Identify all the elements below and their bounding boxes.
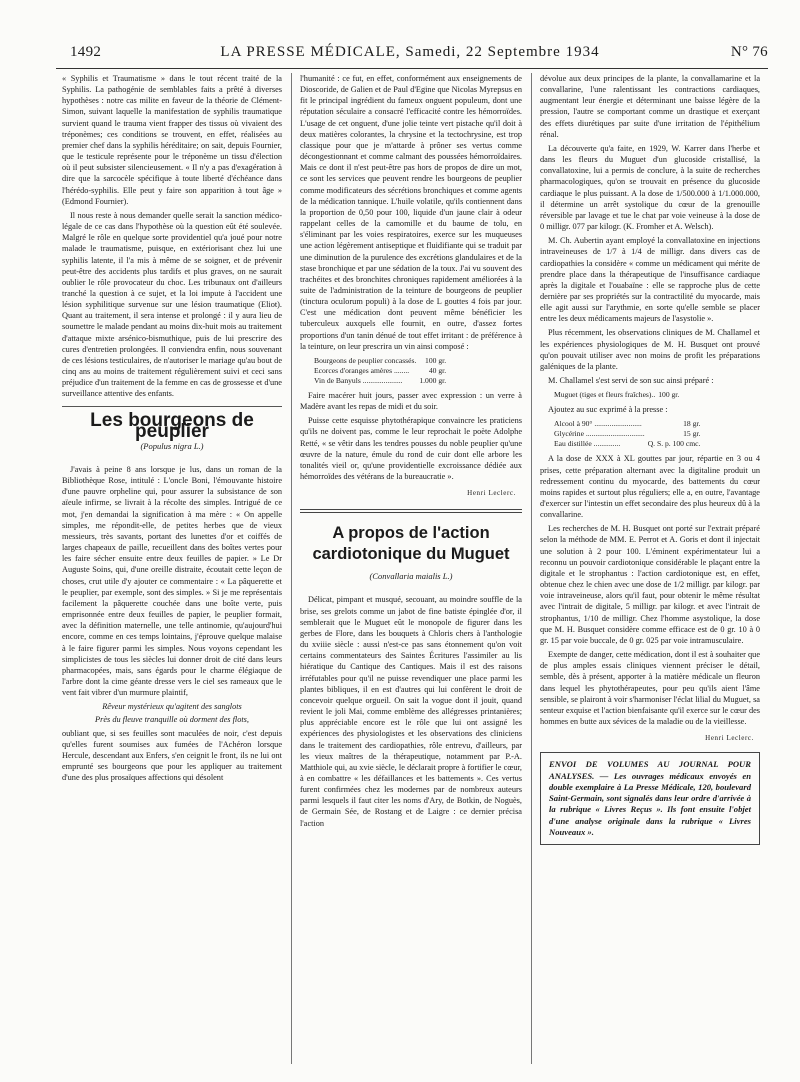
- recipe-qty: 40 gr.: [428, 365, 447, 375]
- recipe-item: Vin de Banyuls .....................: [314, 375, 403, 385]
- recipe-item: Glycérine ...............................: [554, 429, 645, 439]
- column-1: [62, 73, 282, 786]
- paragraph: oubliant que, si ses feuilles sont maculées de noir, c'est depuis qu'elles furent soumises aux fumées de l'Achéron lorsque Hercule, descendant aux Enfers, s'en ceignit le front, ils ne lui ont emprunté ses bourgeons que pour les appliquer au traitement d'une des plus prosaïques affections qui désolent: [62, 728, 282, 783]
- author-signature: Henri Leclerc.: [705, 734, 754, 743]
- recipe-row: [554, 419, 703, 429]
- article-title: Les bourgeons de peuplier: [90, 409, 254, 442]
- recipe-qty: 1.000 gr.: [419, 375, 447, 385]
- paragraph: Puisse cette esquisse phytothérapique convaincre les praticiens qu'ils ne doivent pas, comme le leur reprochait le poète Adolphe Retté, « se vêtir dans les tendres pousses du noble peuplier qu'une œuvre de la nature, émule du rond de cuir dont elle arbore les tonalités vieil or, qu'une providentielle excroissance dédiée aux hémorroïdes des vétérans de la bureaucratie ».: [300, 416, 522, 481]
- recipe-row: [314, 356, 449, 366]
- paragraph: Faire macérer huit jours, passer avec expression : un verre à Madère avant les repas de midi et du soir.: [300, 390, 522, 412]
- paragraph: Ajoutez au suc exprimé à la presse :: [548, 405, 668, 415]
- column-3: [540, 73, 760, 845]
- paragraph: dévolue aux deux principes de la plante, la convallamarine et la convallarine, l'une ralentissant les contractions cardiaques, augmentant leur énergie et déterminant une baisse légère de la pression, l'autre se comportant comme un drastique et exerçant des effets diurétiques par suite d'une irritation de l'épithélium rénal.: [540, 74, 760, 139]
- recipe-row: [314, 376, 449, 386]
- section-separator: [62, 406, 282, 407]
- recipe-qty: 100 gr.: [658, 390, 680, 400]
- author-signature: Henri Leclerc.: [467, 489, 516, 498]
- page-header: [42, 44, 778, 64]
- recipe-row: [554, 390, 682, 400]
- recipe-table: [314, 356, 449, 386]
- column-2: [300, 73, 522, 832]
- paragraph: M. Challamel s'est servi de son suc ainsi préparé :: [548, 376, 714, 386]
- issue-number: N° 76: [730, 44, 768, 60]
- recipe-table: [554, 390, 682, 400]
- paragraph: « Syphilis et Traumatisme » dans le tout récent traité de la Syphilis. La pathogénie de semblables faits a prêté à diverses hypothèses : notre cas milite en faveur de la théorie de Clément-Simon, suivant laquelle la manifestation de syphilis traumatique survient quand le trauma vient frapper des tissus où vivaient des tréponèmes; ces conditions se trouvent, en effet, réalisées au premier chef dans la syphilis héréditaire; on sait, depuis Fournier, que le testicule représente pour le tréponème un tissu d'élection où il peut subsister silencieusement. « Il n'y a pas d'exagération à dire que la sarcocèle spécifique à toute liberté d'échéance dans l'hérédo-syphilis. Elle peut y faire son apparition à tout âge » (Edmond Fournier).: [62, 74, 282, 206]
- paragraph: A la dose de XXX à XL gouttes par jour, répartie en 3 ou 4 prises, cette préparation alternant avec la digitaline produit un redressement continu du myocarde, des battements du cœur moins rapides et surtout plus réguliers; elle a, en outre, l'avantage d'exercer sur l'intestin un effet secondaire des plus heureux dû à la convallarine.: [540, 454, 760, 520]
- recipe-row: [554, 439, 703, 449]
- section-separator: [300, 509, 522, 513]
- paragraph: Exempte de danger, cette médication, dont il est à souhaiter que de plus amples essais cliniques viennent préciser le détail, semble, dès à présent, apporter à la matière médicale un fleuron dans lequel les phytothérapeutes, pour peu qu'ils aient l'âme sensible, se plairont à voir s'harmoniser l'éclat lilial du Muguet, sa senteur exquise et l'action bienfaisante qu'il exerce sur le cœur des hommes en butte aux sévices de la maladie ou de la vieillesse.: [540, 650, 761, 726]
- column-divider: [531, 73, 532, 1064]
- paragraph: l'humanité : ce fut, en effet, conformément aux enseignements de Dioscoride, de Galien et de Paul d'Egine que Nicolas Myrepsus en fit le principal ingrédient du fameux onguent populeum, dont une réputation séculaire a consacré l'efficacité contre les hémorroïdes. L'usage de cet onguent, d'une jolie teinte vert pistache qu'il doit à deux matières colorantes, la chrysine et la tectochrysine, est trop classique pour que je m'attarde à prôner ses vertus comme décongestionnant et comme calmant des poussées hémorroïdaires. Mais ce dont il n'est peut-être pas hors de propos de dire un mot, ce sont les services que peuvent rendre les bourgeons de peuplier comme modificateurs des sécrétions bronchiques et comme agents de la médication tannique. L'huile volatile, qu'ils contiennent dans la proportion de 0,50 pour 100, liquide d'un jaune clair à odeur rappelant celles de la camomille et du baume de tolu, en s'éliminant par les voies respiratoires, exerce sur les muqueuses une action légèrement antiseptique et fluidifiante qui se traduit par une diminution de la purulence des excrétions glandulaires et de la stase bronchique et par une sédation de la toux. J'ai vu souvent des trachéites et des bronchites chroniques rapidement améliorées à la suite de l'administration de la teinture de bourgeons de peuplier (tinctura oculorum populi) à la dose de L gouttes 4 fois par jour. C'est une médication dont peuvent même bénéficier les tuberculeux auxquels elle fournit, en outre, d'assez fortes proportions d'un tanin dénué de tout effet irritant : de préférence à la teinture, on leur prescrira un vin ainsi composé :: [300, 74, 522, 351]
- article-subtitle: (Convallaria maialis L.): [369, 571, 453, 582]
- verse-line: Rêveur mystérieux qu'agitent des sanglots: [102, 702, 242, 712]
- paragraph: Plus récemment, les observations cliniques de M. Challamel et les expériences physiologiques de M. H. Busquet ont prouvé qu'on pouvait utiliser avec non moins de profit les préparations galéniques de la plante.: [540, 328, 760, 371]
- paragraph: Délicat, pimpant et musqué, secouant, au moindre souffle de la brise, ses grelots comme un jabot de fine batiste épinglée d'or, il semblerait que le Muguet eût le monopole de figurer dans les gerbes de Flore, dans les bouquets à Chloris chers à l'anthologie du xviiie siècle : aussi n'est-ce pas sans étonnement qu'on voit certains commentateurs des Saintes Écritures l'assimiler au lis hiératique du Cantique des Cantiques. Mais il est des raisons irréfutables pour qu'il ne puisse revendiquer une place parmi les plantes bibliques, il en est d'autres qui lui confèrent le droit de concevoir quelque orgueil. On sait la vogue dont il jouit, quand revient le joli Mai, comme emblème des allégresses printanières; plus appréciable encore est le rôle que lui ont assigné les expériences des physiologistes et les observations des cliniciens dans le traitement des cardiopathies, rôle entrevu, d'ailleurs, par les vieux maîtres de la thérapeutique, notamment par P.-A. Matthiole qui, au xvie siècle, le déclarait propre à fortifier le cœur, à en combattre « les défaillances et les battements ». Ces vertus furent confirmées chez les modernes par de nombreux auteurs parmi lesquels il faut citer les noms d'Ary, de Botkin, de Noguès, de Germain Sée, de Rostang et de Laigre : ce dernier précisa l'action: [300, 595, 522, 828]
- article-subtitle: (Populus nigra L.): [140, 440, 204, 451]
- paragraph: Il nous reste à nous demander quelle serait la sanction médico-légale de ce cas dans l'hypothèse où la question eût été soulevée. Malgré le rôle en quelque sorte providentiel qu'a joué pour notre malade le traumatisme, puisque, en extériorisant chez lui une syphilis latente, il l'a mis à même de se soigner, et de prévenir peut-être des accidents plus tardifs et plus graves, on ne saurait oublier le rôle provocateur du choc. Les tribunaux ont d'ailleurs tranché la question à ce sujet, et la loi impute à l'accident une lésion syphilitique survenue sur une lésion traumatique (Eliot). Quant au traitement, il sera intense et prolongé : il y aura lieu de soumettre le malade pendant au moins dix-huit mois au traitement d'attaque mixte arsénico-bismuthique, puis de lui prescrire des cures d'entretien prolongées. Il conviendra enfin, nous souvenant de ces lésions testiculaires, de n'autoriser le mariage qu'au bout de cinq ans au moins de traitement régulièrement suivi et ceci sans préjudice d'un traitement de la femme en cas de grossesse et d'une surveillance attentive des enfants.: [62, 210, 282, 399]
- recipe-qty: 100 gr.: [425, 355, 447, 365]
- header-rule: [56, 68, 768, 69]
- paragraph: J'avais à peine 8 ans lorsque je lus, dans un roman de la Bibliothèque Rose, intitulé : L'oncle Boni, l'émouvante histoire d'une pauvre orpheline qui, pour assurer la subsistance de son aïeule infirme, se livrait à la récolte des simples. Intrigué de ce mot, j'en demandai la signification à ma mère : « On appelle simples, me répondit-elle, de petites herbes que de vieux messieurs, très savants, portant des lunettes d'or et coiffés de larges chapeaux de paille, recueillent dans des boîtes vertes pour les faire sécher ensuite entre deux feuilles de papier. » Le Dr Auguste Soins, qui, d'une oreille distraite, écoutait cette leçon de choses, crut utile d'y ajouter ce commentaire : « La pâquerette et le peuplier, par exemple, sont des simples. » Si je me représentais facilement la pâquerette couchée dans une boîte verte, puis emprisonnée entre deux feuilles de papier, le peuplier formait, avec la définition maternelle, une telle antinomie, qu'aujourd'hui encore, comme en ces temps lointains, j'éprouve quelque malaise à le faire figurer parmi les simples. Nous voyons cependant les simplicistes de tous les siècles lui donner droit de cité dans leurs pharmacopées, mais, sans égards pour le charme élégiaque de l'arbre dont la cime géante dresse vers le ciel ses rameaux que le vent fait vibrer d'un murmure plaintif,: [62, 465, 282, 698]
- masthead: LA PRESSE MÉDICALE, Samedi, 22 Septembre 1934: [220, 44, 600, 60]
- recipe-qty: Q. S. p. 100 cmc.: [647, 439, 701, 449]
- recipe-qty: 18 gr.: [683, 419, 701, 429]
- column-divider: [291, 73, 292, 1064]
- article-title: A propos de l'action cardiotonique du Muguet: [312, 524, 510, 564]
- recipe-row: [314, 366, 449, 376]
- paragraph: La découverte qu'a faite, en 1929, W. Karrer dans l'herbe et dans les fleurs du Muguet d'un glucoside cristallisé, la convallatoxine, lui a permis de conclure, à la suite de recherches pharmacologiques, qu'on se trouvait en présence du glucoside cardiaque le plus puissant. A la dose de 1/500.000 à 1/1.000.000, il détermine un arrêt systolique du cœur de la grenouille réversible par lavage et tue le chat par voie veineuse à la dose de 0 milligr. 077 par kilogr. (K. Fromher et A. Welsch).: [540, 143, 760, 232]
- notice-box: ENVOI DE VOLUMES AU JOURNAL POUR ANALYSES. — Les ouvrages médicaux envoyés en double exemplaire à La Presse Médicale, 120, boulevard Saint-Germain, sont signalés dans leur ordre d'arrivée à la rubrique « Livres Reçus ». Ils font ensuite l'objet d'une analyse originale dans la rubrique « Livres Nouveaux ».: [540, 752, 760, 845]
- recipe-qty: 15 gr.: [683, 429, 701, 439]
- recipe-table: [554, 419, 703, 449]
- recipe-item: Eau distillée ..............: [554, 439, 621, 449]
- recipe-item: Muguet (tiges et fleurs fraîches)..: [554, 390, 656, 400]
- paragraph: Les recherches de M. H. Busquet ont porté sur l'extrait préparé selon la méthode de MM. E. Perrot et A. Goris et dont il injectait une solution à 2 pour 100. L'éminent expérimentateur lui a reconnu un pouvoir cardiotonique considérable le plaçant entre la digitale et le strophantus : l'action cardiotonique est, en effet, obtenue chez le chien avec une dose de 1/2 milligr. par kilogr. par voie intraveineuse, alors qu'il faut, pour obtenir le même résultat avec l'intrait de digitale, 5 milligr. par kilogr. et avec l'intrait de strophantus, 1/10 de milligr. Chez l'homme asystolique, la dose que M. H. Busquet considère comme efficace est de 0 gr. 10 à 0 gr. 15 par voie buccale, de 0 gr. 025 par voie intramusculaire.: [540, 524, 760, 645]
- paragraph: M. Ch. Aubertin ayant employé la convallatoxine en injections intraveineuses de 1/7 à 1/4 de milligr. dans divers cas de cardiopathies la considère « comme un médicament qui mérite de prendre place dans la thérapeutique de l'insuffisance cardiaque après la digitale et l'ouabaïne : elle se rapproche plus de cette dernière par ses propriétés sur la contractilité du myocarde, mais elle agit aussi sur l'arythmie, en sorte qu'elle semble se placer entre les deux médicaments majeurs de l'asystolie ».: [540, 236, 760, 324]
- verse-line: Près du fleuve tranquille où dorment des flots,: [95, 715, 249, 725]
- recipe-item: Alcool à 90° .........................: [554, 419, 642, 429]
- page-number: 1492: [70, 44, 102, 60]
- recipe-item: Bourgeons de peuplier concassés.: [314, 355, 417, 365]
- recipe-row: [554, 429, 703, 439]
- recipe-item: Ecorces d'oranges amères ........: [314, 365, 410, 375]
